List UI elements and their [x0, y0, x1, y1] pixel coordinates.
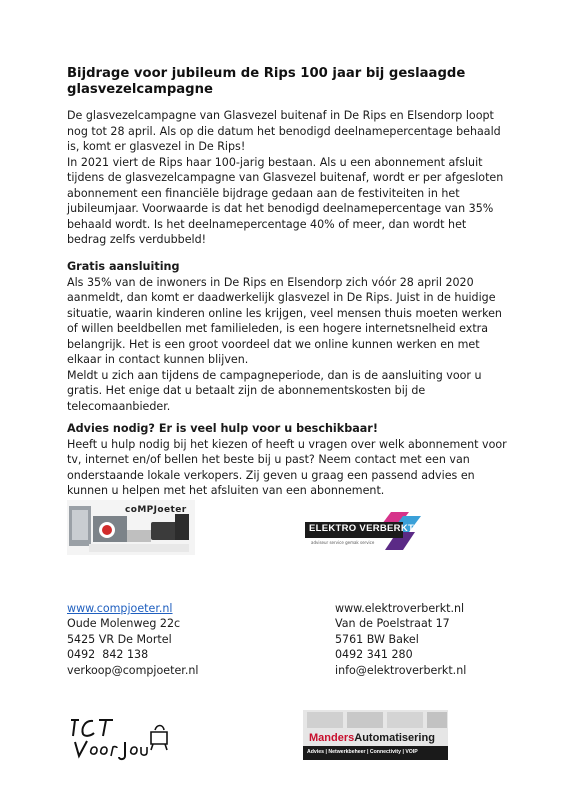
elektro-verberkt-email: info@elektroverberkt.nl: [335, 663, 467, 677]
elektro-verberkt-logo-text: ELEKTRO VERBERKT: [309, 523, 415, 534]
compjoeter-email: verkoop@compjoeter.nl: [67, 663, 199, 677]
manders-logo-name-2: Automatisering: [354, 732, 435, 744]
manders-logo-tagline: Advies | Netwerkbeheer | Connectivity | VOIP: [307, 749, 418, 755]
section-gratis-aansluiting: [67, 259, 507, 414]
ict-voor-jou-logo-graphic: [67, 712, 171, 762]
elektro-verberkt-phone: 0492 341 280: [335, 648, 413, 662]
manders-logo-name-1: Manders: [309, 732, 355, 744]
article-title: Bijdrage voor jubileum de Rips 100 jaar bij geslaagde glasvezelcampagne: [67, 66, 466, 97]
manders-automatisering-logo: [303, 710, 448, 760]
section-advies: [67, 421, 507, 499]
section-title: Gratis aansluiting: [67, 260, 180, 273]
contact-compjoeter: [67, 601, 198, 678]
compjoeter-logo-text: coMPJoeter: [125, 505, 187, 515]
elektro-verberkt-city: 5761 BW Bakel: [335, 632, 419, 646]
section-paragraph: Heeft u hulp nodig bij het kiezen of heeft u vragen over welk abonnement voor tv, internet en/of bellen het beste bij u past? Neem contact met een van onderstaande lokale verkopers. Zij geven u graag een passend advies en kunnen u helpen met het afsluiten van een abonnement.: [67, 437, 507, 497]
section-paragraph: Meldt u zich aan tijdens de campagneperiode, dan is de aansluiting voor u gratis. Het enige dat u betaalt zijn de abonnementskosten bij de telecomaanbieder.: [67, 368, 482, 413]
compjoeter-website-link[interactable]: www.compjoeter.nl: [67, 602, 173, 615]
manders-logo-name: [309, 732, 435, 744]
section-paragraph: Als 35% van de inwoners in De Rips en Elsendorp zich vóór 28 april 2020 aanmeldt, dan komt er daadwerkelijk glasvezel in De Rips. Juist in de huidige situatie, waarin kinderen online les krijgen, veel mensen thuis moeten werken of willen beeldbellen met familieleden, is een hogere internetsnelheid extra belangrijk. Het is een groot voordeel dat we online kunnen werken en met elkaar in contact kunnen blijven.: [67, 275, 502, 366]
elektro-verberkt-website: www.elektroverberkt.nl: [335, 602, 465, 615]
elektro-verberkt-logo: [305, 510, 425, 554]
elektro-verberkt-street: Van de Poelstraat 17: [335, 617, 450, 631]
intro-paragraph-1: De glasvezelcampagne van Glasvezel buitenaf in De Rips en Elsendorp loopt nog tot 28 april. Als op die datum het benodigd deelnamepercentage behaald is, komt er glasvezel in De Rips!: [67, 109, 501, 153]
article: [67, 66, 507, 248]
intro-paragraph-2: In 2021 viert de Rips haar 100-jarig bestaan. Als u een abonnement afsluit tijdens de glasvezelcampagne van Glasvezel buitenaf, wordt er per afgesloten abonnement een financiële bijdrage gedaan aan de festiviteiten in het jubileumjaar. Voorwaarde is dat het benodigd deelnamepercentage van 35% behaald wordt. Is het deelnamepercentage 40% of meer, dan wordt het bedrag zelfs verdubbeld!: [67, 155, 504, 246]
compjoeter-street: Oude Molenweg 22c: [67, 617, 181, 631]
compjoeter-logo: [67, 500, 195, 555]
section-title: Advies nodig? Er is veel hulp voor u beschikbaar!: [67, 422, 378, 435]
elektro-verberkt-tagline: adviseur service gemak service: [311, 540, 375, 545]
compjoeter-phone: 0492 842 138: [67, 648, 149, 662]
contact-elektro-verberkt: [335, 601, 466, 678]
ict-voor-jou-logo: [67, 712, 171, 762]
compjoeter-city: 5425 VR De Mortel: [67, 632, 172, 646]
